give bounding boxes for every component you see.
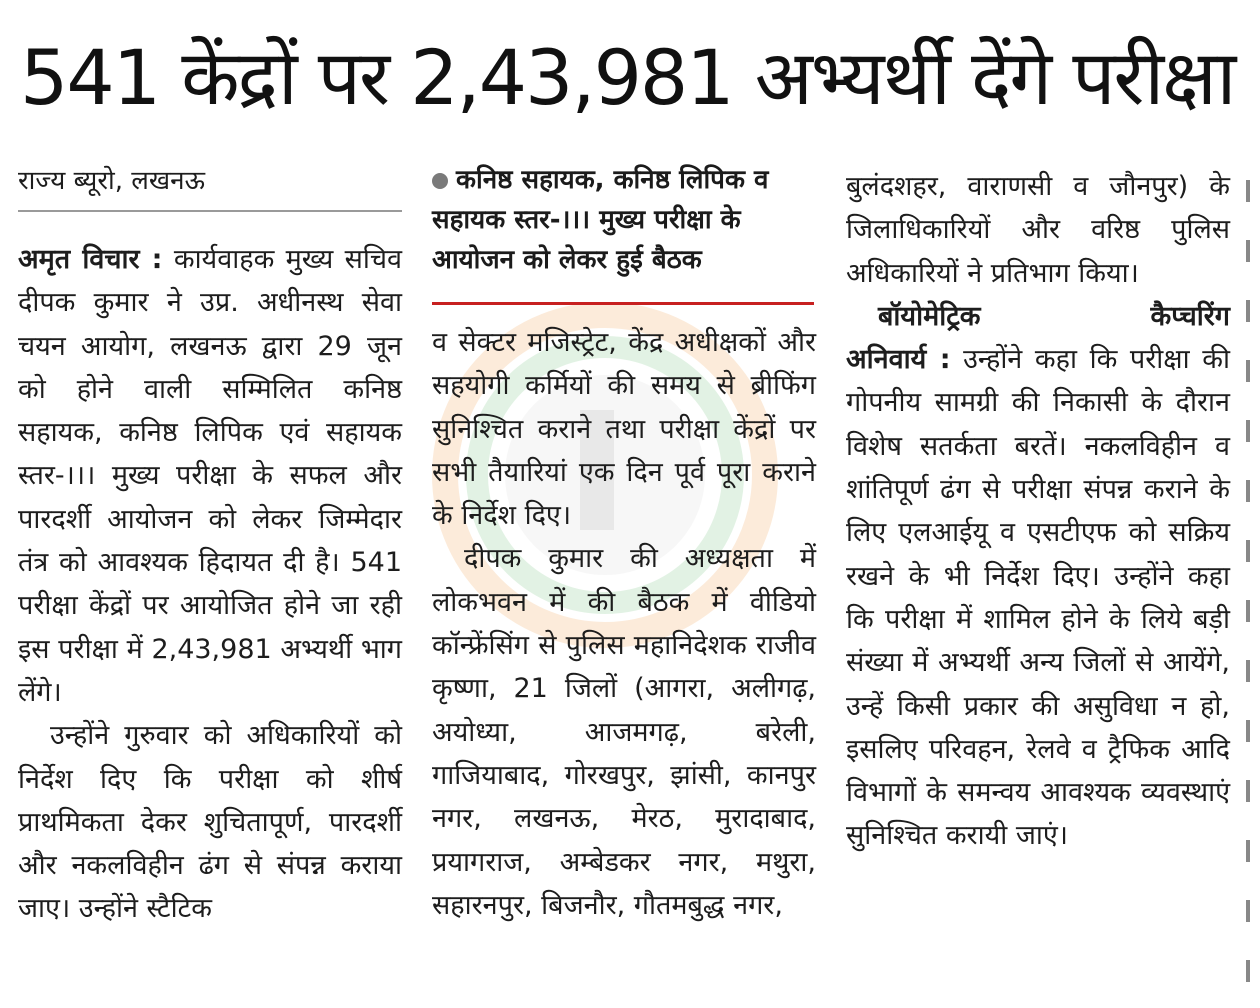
section-subheading: बॉयोमेट्रिक कैप्चरिंग — [878, 300, 1230, 332]
paragraph: व सेक्टर मजिस्ट्रेट, केंद्र अधीक्षकों और सहयोगी कर्मियों की समय से ब्रीफिंग सुनिश्चित कराने तथा परीक्षा केंद्रों पर सभी तैयारियां एक दिन पूर्व पूरा कराने के निर्देश दिए। — [432, 327, 816, 532]
bullet-icon — [432, 173, 448, 189]
byline: राज्य ब्यूरो, लखनऊ — [18, 160, 402, 212]
article-headline: 541 केंद्रों पर 2,43,981 अभ्यर्थी देंगे परीक्षा — [20, 33, 1235, 122]
page-edge-marks — [1246, 170, 1252, 1000]
article-column-1 — [18, 160, 402, 931]
lead-paragraph — [18, 238, 402, 714]
paragraph: उन्होंने गुरुवार को अधिकारियों को निर्देश दिए कि परीक्षा को शीर्ष प्राथमिकता देकर शुचितापूर्ण, पारदर्शी और नकलविहीन ढंग से संपन्न कराया जाए। उन्होंने स्टैटिक — [18, 720, 402, 925]
paragraph — [846, 338, 1230, 858]
section-subheading-cont: अनिवार्य : — [846, 344, 951, 376]
paragraph: बुलंदशहर, वाराणसी व जौनपुर) के जिलाधिकारियों और वरिष्ठ पुलिस अधिकारियों ने प्रतिभाग किया। — [846, 171, 1230, 289]
paragraph-text: उन्होंने कहा कि परीक्षा की गोपनीय सामग्री की निकासी के दौरान विशेष सतर्कता बरतें। नकलविहीन व शांतिपूर्ण ढंग से परीक्षा संपन्न कराने के लिए एलआईयू व एसटीएफ को सक्रिय रखने के भी निर्देश दिए। उन्होंने कहा कि परीक्षा में शामिल होने के लिये बड़ी संख्या में अभ्यर्थी अन्य जिलों से आयेंगे, उन्हें किसी प्रकार की असुविधा न हो, इसलिए परिवहन, रेलवे व ट्रैफिक आदि विभागों के समन्वय आवश्यक व्यवस्थाएं सुनिश्चित करायी जाएं। — [846, 344, 1230, 852]
sub-headline-text: कनिष्ठ सहायक, कनिष्ठ लिपिक व सहायक स्तर-।।। मुख्य परीक्षा के आयोजन को लेकर हुई बैठक — [432, 165, 769, 275]
lead-text: कार्यवाहक मुख्य सचिव दीपक कुमार ने उप्र. अधीनस्थ सेवा चयन आयोग, लखनऊ द्वारा 29 जून को होने वाली सम्मिलित कनिष्ठ सहायक, कनिष्ठ लिपिक एवं सहायक स्तर-।।। मुख्य परीक्षा के सफल और पारदर्शी आयोजन को लेकर जिम्मेदार तंत्र को आवश्यक हिदायत दी है। 541 परीक्षा केंद्रों पर आयोजित होने जा रही इस परीक्षा में 2,43,981 अभ्यर्थी भाग लेंगे। — [18, 244, 402, 708]
article-column-3 — [846, 165, 1230, 858]
red-divider — [432, 302, 814, 305]
paragraph: दीपक कुमार की अध्यक्षता में लोकभवन में की बैठक में वीडियो कॉन्फ्रेंसिंग से पुलिस महानिदेशक राजीव कृष्णा, 21 जिलों (आगरा, अलीगढ़, अयोध्या, आजमगढ़, बरेली, गाजियाबाद, गोरखपुर, झांसी, कानपुर नगर, लखनऊ, मेरठ, मुरादाबाद, प्रयागराज, अम्बेडकर नगर, मथुरा, सहारनपुर, बिजनौर, गौतमबुद्ध नगर, — [432, 543, 816, 921]
lead-label: अमृत विचार : — [18, 244, 163, 275]
article-column-2 — [432, 160, 816, 927]
sub-headline — [432, 160, 816, 284]
